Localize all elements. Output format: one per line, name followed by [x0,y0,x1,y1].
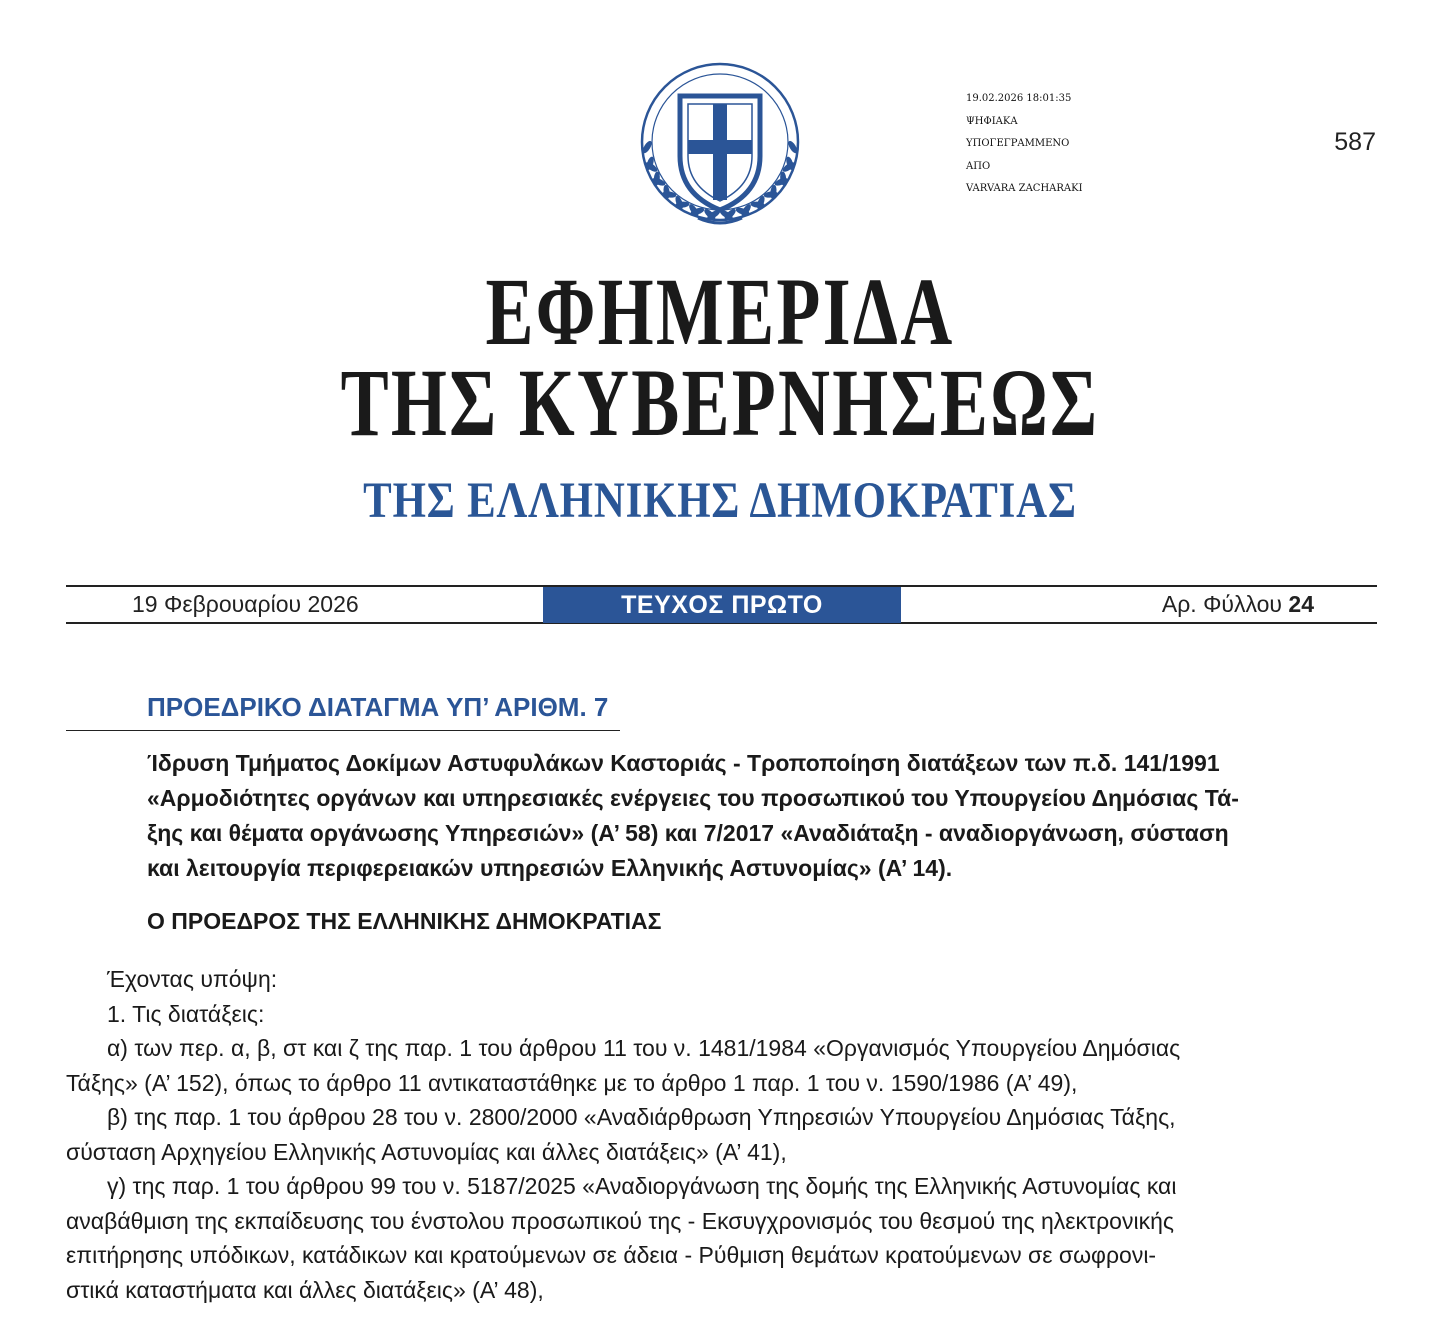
body-line: σύσταση Αρχηγείου Ελληνικής Αστυνομίας και άλλες διατάξεις» (Α’ 41), [66,1138,787,1165]
sheet-number-value: 24 [1288,591,1314,617]
body-line: β) της παρ. 1 του άρθρου 28 του ν. 2800/2000 «Αναδιάρθρωση Υπηρεσιών Υπουργείου Δημόσιας Τάξης, [107,1104,1176,1130]
body-line: 1. Τις διατάξεις: [107,1000,265,1027]
gazette-title-line1: ΕΦΗΜΕΡΙΔΑ [485,258,955,365]
sheet-number-label: Αρ. Φύλλου [1161,591,1283,617]
subject-line: «Αρμοδιότητες οργάνων και υπηρεσιακές ενέργειες του προσωπικού του Υπουργείου Δημόσιας Τά- [147,785,1239,811]
body-line: στικά καταστήματα και άλλες διατάξεις» (Α’ 48), [66,1276,544,1303]
signature-line: ΥΠΟΓΕΓΡΑΜΜΕΝΟ [966,138,1070,149]
body-line: αναβάθμιση της εκπαίδευσης του ένστολου προσωπικού της - Εκσυγχρονισμός του θεσμού της ηλεκτρονικής [66,1207,1174,1234]
signature-timestamp: 19.02.2026 18:01:35 [966,93,1072,104]
gazette-title-line2: ΤΗΣ ΚΥΒΕΡΝΗΣΕΩΣ [340,349,1100,456]
decree-title: ΠΡΟΕΔΡΙΚΟ ΔΙΑΤΑΓΜΑ ΥΠ’ ΑΡΙΘΜ. 7 [147,692,609,722]
subject-line: ξης και θέματα οργάνωσης Υπηρεσιών» (Α’ 58) και 7/2017 «Αναδιάταξη - αναδιοργάνωση, σύσταση [147,820,1229,846]
gazette-title-line3: ΤΗΣ ΕΛΛΗΝΙΚΗΣ ΔΗΜΟΚΡΑΤΙΑΣ [363,473,1077,529]
signature-line: ΑΠΟ [966,160,991,172]
decree-subject [147,746,1377,886]
body-line: επιτήρησης υπόδικων, κατάδικων και κρατούμενων σε άδεια - Ρύθμιση θεμάτων κρατούμενων σε σωφρονι- [66,1242,1157,1268]
coat-of-arms-emblem [636,60,804,232]
decree-title-rule [66,730,620,731]
sheet-number [1100,591,1314,618]
body-line: α) των περ. α, β, στ και ζ της παρ. 1 του άρθρου 11 του ν. 1481/1984 «Οργανισμός Υπουργείου Δημόσιας [107,1035,1181,1061]
signature-line: ΨΗΦΙΑΚΑ [966,115,1018,127]
issue-type-badge: ΤΕΥΧΟΣ ΠΡΩΤΟ [543,587,901,623]
body-line: Τάξης» (Α’ 152), όπως το άρθρο 11 αντικαταστάθηκε με το άρθρο 1 παρ. 1 του ν. 1590/1986 (Α’ 49), [66,1069,1078,1096]
signature-signer: VARVARA ZACHARAKI [966,183,1083,194]
subject-line: Ίδρυση Τμήματος Δοκίμων Αστυφυλάκων Καστοριάς - Τροποποίηση διατάξεων των π.δ. 141/1991 [147,750,1220,776]
digital-signature-block [966,88,1083,201]
president-heading: Ο ΠΡΟΕΔΡΟΣ ΤΗΣ ΕΛΛΗΝΙΚΗΣ ΔΗΜΟΚΡΑΤΙΑΣ [147,908,662,934]
decree-body [66,962,1377,1307]
page-number: 587 [1334,128,1376,156]
subject-line: και λειτουργία περιφερειακών υπηρεσιών Ελληνικής Αστυνομίας» (Α’ 14). [147,855,953,881]
issue-date: 19 Φεβρουαρίου 2026 [132,591,359,617]
body-line: γ) της παρ. 1 του άρθρου 99 του ν. 5187/2025 «Αναδιοργάνωση της δομής της Ελληνικής Αστυνομίας και [107,1173,1177,1199]
body-line: Έχοντας υπόψη: [107,966,278,992]
